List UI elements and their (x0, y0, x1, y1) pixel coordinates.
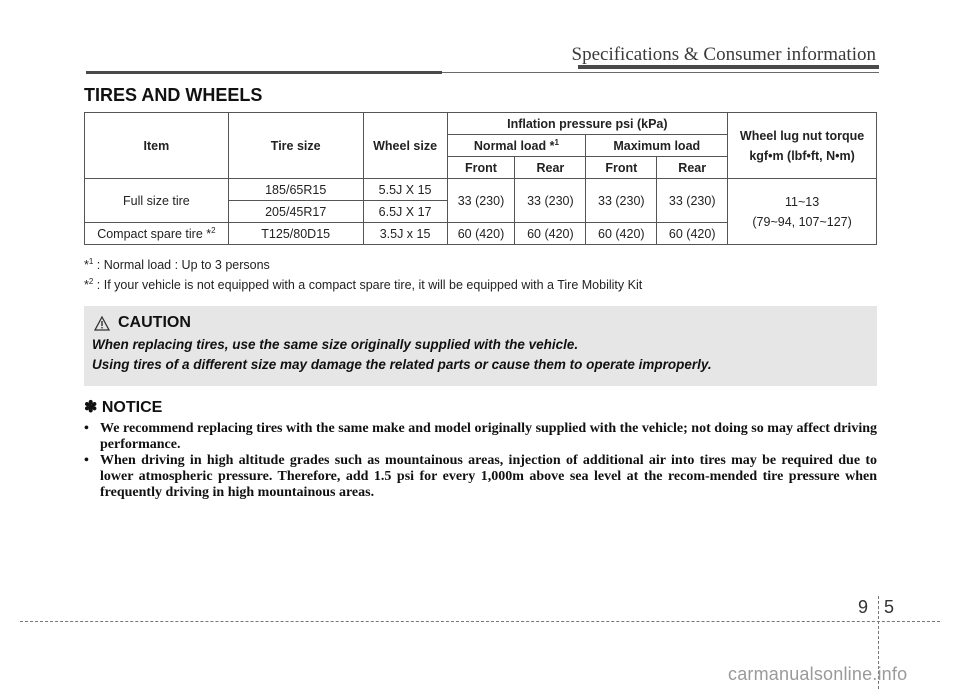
specs-table (84, 112, 877, 245)
caution-box (84, 306, 877, 386)
cell-spare-label (85, 223, 229, 245)
notice-item (84, 453, 877, 501)
notice-list (84, 421, 877, 501)
footnote-1-sup: 1 (88, 257, 94, 266)
cell-full-normal-rear: 33 (230) (515, 179, 586, 223)
cell-spare-wheel: 3.5J x 15 (363, 223, 447, 245)
caution-line-2: Using tires of a different size may damage the related parts or cause them to operate improperly. (92, 357, 712, 372)
cell-torque-line1: 11~13 (784, 194, 820, 209)
page-number: 5 (884, 597, 895, 617)
cell-torque (728, 179, 877, 245)
caution-heading (94, 314, 191, 332)
footnote-2 (84, 277, 642, 292)
header-item: Item (85, 113, 229, 179)
table-row-full-1 (85, 179, 877, 201)
page-chapter: 9 (858, 597, 869, 617)
footnote-1 (84, 257, 270, 272)
cell-spare-tire: T125/80D15 (228, 223, 363, 245)
header-torque-line2: kgf•m (lbf•ft, N•m) (749, 148, 855, 163)
notice-item-text: When driving in high altitude grades such as mountainous areas, injection of additional air into tires may be required due to lower atmospheric pressure. Therefore, add 1.5 psi for every 1,000m above sea level at the recom-mended tire pressure when frequently driving in high mountainous areas. (100, 453, 877, 500)
cell-spare-max-front: 60 (420) (586, 223, 657, 245)
footnote-2-text: : If your vehicle is not equipped with a compact spare tire, it will be equipped with a Tire Mobility Kit (93, 278, 643, 293)
header-torque-line1: Wheel lug nut torque (739, 128, 865, 143)
footnote-1-mark: * (84, 258, 89, 273)
section-title: TIRES AND WHEELS (84, 85, 263, 105)
notice-item (84, 421, 877, 453)
header-rear-max: Rear (657, 157, 728, 179)
header-title: Specifications & Consumer information (571, 44, 876, 65)
header-normal-load-sup: 1 (554, 137, 559, 147)
warning-icon (94, 316, 110, 331)
watermark: carmanualsonline.info (728, 664, 908, 684)
header-front-normal: Front (447, 157, 515, 179)
cell-full-wheel-2: 6.5J X 17 (363, 201, 447, 223)
cell-torque-line2: (79~94, 107~127) (752, 214, 852, 229)
cell-full-normal-front: 33 (230) (447, 179, 515, 223)
caution-line-1: When replacing tires, use the same size originally supplied with the vehicle. (92, 337, 579, 352)
cell-spare-max-rear: 60 (420) (657, 223, 728, 245)
header-wheel-size: Wheel size (363, 113, 447, 179)
footer-rule (20, 621, 940, 622)
header-front-max: Front (586, 157, 657, 179)
bullet-icon: • (84, 453, 89, 468)
cell-full-wheel-1: 5.5J X 15 (363, 179, 447, 201)
header-torque (728, 113, 877, 179)
cell-spare-normal-rear: 60 (420) (515, 223, 586, 245)
header-normal-load (447, 135, 586, 157)
header-rule-thick (86, 71, 442, 74)
footnote-2-mark: * (84, 278, 89, 293)
caution-title: CAUTION (118, 314, 191, 331)
footnote-1-text: : Normal load : Up to 3 persons (93, 258, 270, 273)
footnote-2-sup: 2 (88, 277, 94, 286)
cell-full-tire-1: 185/65R15 (228, 179, 363, 201)
bullet-icon: • (84, 421, 89, 436)
cell-full-size-label: Full size tire (85, 179, 229, 223)
header-normal-load-label: Normal load * (473, 139, 555, 154)
notice-title: ✽ NOTICE (84, 399, 163, 416)
cell-spare-label-sup: 2 (211, 225, 216, 235)
notice-item-text: We recommend replacing tires with the same make and model originally supplied with the vehicle; not doing so may affect driving performance. (100, 421, 877, 452)
header-inflation: Inflation pressure psi (kPa) (447, 113, 728, 135)
cell-spare-label-text: Compact spare tire * (97, 227, 212, 242)
header-rule-right (578, 65, 879, 69)
header-rear-normal: Rear (515, 157, 586, 179)
header-maximum-load: Maximum load (586, 135, 728, 157)
cell-full-max-front: 33 (230) (586, 179, 657, 223)
cell-spare-normal-front: 60 (420) (447, 223, 515, 245)
header-rule-thin (442, 72, 879, 73)
cell-full-tire-2: 205/45R17 (228, 201, 363, 223)
cell-full-max-rear: 33 (230) (657, 179, 728, 223)
header-tire-size: Tire size (228, 113, 363, 179)
